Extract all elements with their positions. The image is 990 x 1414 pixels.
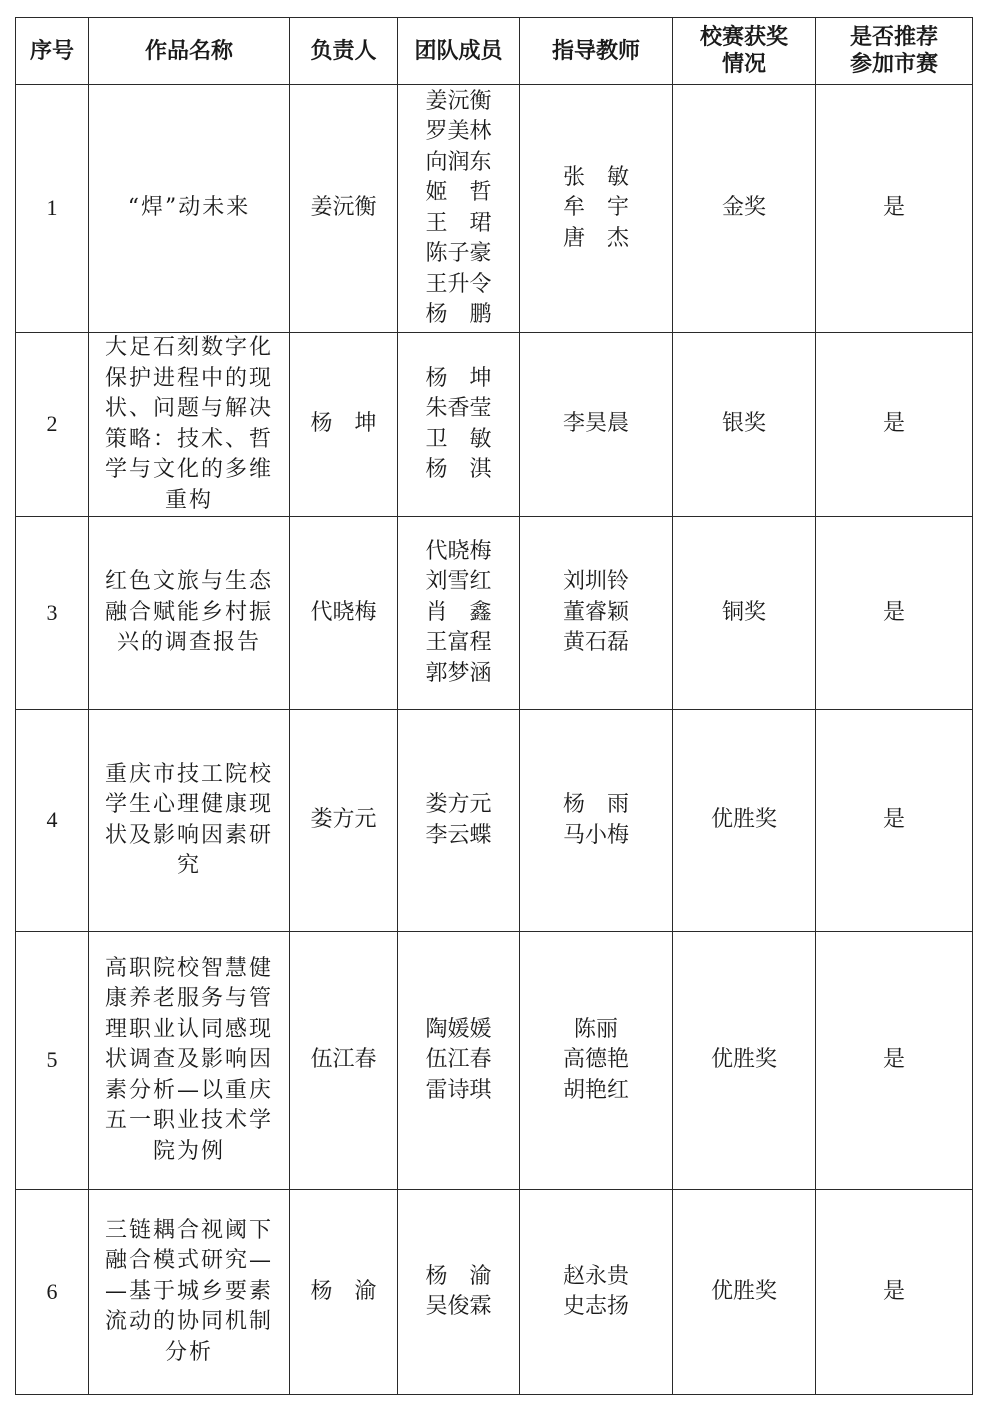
- team-member: 伍江春: [425, 1047, 492, 1073]
- team-member: 朱香莹: [425, 396, 492, 421]
- team-member: 李云蝶: [425, 822, 492, 848]
- award-level: 金奖: [673, 85, 816, 333]
- project-title-line: 保护进程中的现: [104, 365, 273, 391]
- project-title-line: 素分析—以重庆: [104, 1077, 273, 1103]
- project-title-line: 三链耦合视阈下: [104, 1217, 273, 1243]
- team-member: 向润东: [425, 149, 492, 175]
- header-recommend-line1: 是否推荐: [849, 25, 938, 50]
- project-title-line: 状、问题与解决: [104, 396, 273, 421]
- project-title-line: 大足石刻数字化: [104, 335, 273, 360]
- team-member: 吴俊霖: [425, 1294, 492, 1319]
- project-title-line: 学与文化的多维: [104, 457, 273, 482]
- project-lead: 杨 坤: [290, 333, 398, 517]
- advisors: [520, 85, 673, 333]
- project-title: [89, 1190, 290, 1395]
- team-member: 娄方元: [425, 792, 492, 817]
- header-award-line1: 校赛获奖: [699, 25, 788, 50]
- project-title-line: —基于城乡要素: [104, 1278, 273, 1304]
- advisor-name: 胡艳红: [562, 1077, 629, 1103]
- award-level: 优胜奖: [673, 710, 816, 932]
- team-members: [398, 932, 520, 1190]
- project-lead: 杨 渝: [290, 1190, 398, 1395]
- advisor-name: 刘圳铃: [562, 569, 629, 595]
- advisors: [520, 517, 673, 710]
- project-title-line: 重庆市技工院校: [104, 761, 273, 787]
- header-lead: 负责人: [290, 18, 398, 85]
- advisor-name: 史志扬: [562, 1294, 629, 1319]
- table-row: [16, 333, 973, 517]
- team-member: 代晓梅: [425, 538, 492, 564]
- project-title-line: 究: [176, 853, 201, 878]
- team-members: [398, 710, 520, 932]
- team-member: 卫 敏: [425, 426, 492, 452]
- advisors: [520, 932, 673, 1190]
- advisor-name: 张 敏: [562, 164, 629, 190]
- project-lead: 伍江春: [290, 932, 398, 1190]
- award-level: 优胜奖: [673, 1190, 816, 1395]
- row-number: 6: [16, 1190, 89, 1395]
- project-title-line: 状调查及影响因: [104, 1047, 273, 1073]
- team-members: [398, 1190, 520, 1395]
- advisor-name: 高德艳: [562, 1047, 629, 1073]
- table-row: [16, 710, 973, 932]
- row-number: 5: [16, 932, 89, 1190]
- project-title-line: 兴的调查报告: [116, 630, 261, 656]
- award-level: 优胜奖: [673, 932, 816, 1190]
- team-member: 雷诗琪: [425, 1077, 492, 1103]
- advisor-name: 黄石磊: [562, 630, 629, 656]
- team-member: 杨 坤: [425, 365, 492, 391]
- team-member: 杨 渝: [425, 1263, 492, 1289]
- project-title-line: 流动的协同机制: [104, 1309, 273, 1335]
- project-title-line: 重构: [164, 487, 213, 513]
- table-row: [16, 517, 973, 710]
- recommend-status: 是: [816, 85, 973, 333]
- project-title-line: 理职业认同感现: [104, 1016, 273, 1042]
- recommend-status: 是: [816, 932, 973, 1190]
- team-members: [398, 333, 520, 517]
- project-title: [89, 85, 290, 333]
- table-row: [16, 1190, 973, 1395]
- header-recommend: [816, 18, 973, 85]
- header-row: [16, 18, 973, 85]
- project-title: [89, 333, 290, 517]
- advisor-name: 李昊晨: [562, 411, 629, 437]
- recommend-status: 是: [816, 710, 973, 932]
- project-title-line: 学生心理健康现: [104, 792, 273, 817]
- team-member: 杨 鹏: [425, 302, 492, 327]
- team-member: 罗美林: [425, 119, 492, 144]
- project-title-line: 五一职业技术学: [104, 1108, 273, 1134]
- project-lead: 娄方元: [290, 710, 398, 932]
- header-advisors: 指导教师: [520, 18, 673, 85]
- team-member: 姜沅衡: [425, 88, 492, 114]
- header-recommend-line2: 参加市赛: [849, 52, 938, 77]
- header-award: [673, 18, 816, 85]
- row-number: 1: [16, 85, 89, 333]
- project-title-line: 高职院校智慧健: [104, 955, 273, 981]
- table-row: [16, 85, 973, 333]
- recommend-status: 是: [816, 1190, 973, 1395]
- project-title-line: 康养老服务与管: [104, 986, 273, 1012]
- advisor-name: 唐 杰: [562, 225, 629, 251]
- advisor-name: 赵永贵: [562, 1263, 629, 1289]
- award-level: 银奖: [673, 333, 816, 517]
- team-member: 陶媛媛: [425, 1016, 492, 1042]
- advisors: [520, 333, 673, 517]
- project-title-line: 融合赋能乡村振: [104, 599, 273, 625]
- project-title-line: 融合模式研究—: [104, 1248, 273, 1274]
- row-number: 4: [16, 710, 89, 932]
- advisor-name: 杨 雨: [562, 792, 629, 817]
- award-table: [15, 17, 973, 1395]
- award-level: 铜奖: [673, 517, 816, 710]
- advisor-name: 马小梅: [562, 822, 629, 848]
- project-title: [89, 517, 290, 710]
- team-member: 郭梦涵: [425, 660, 492, 686]
- project-title-line: 红色文旅与生态: [104, 569, 273, 595]
- table-row: [16, 932, 973, 1190]
- row-number: 3: [16, 517, 89, 710]
- advisor-name: 牟 宇: [562, 195, 629, 221]
- team-members: [398, 85, 520, 333]
- team-member: 杨 淇: [425, 457, 492, 482]
- team-member: 陈子豪: [425, 241, 492, 266]
- recommend-status: 是: [816, 517, 973, 710]
- row-number: 2: [16, 333, 89, 517]
- project-title-line: 院为例: [152, 1138, 225, 1164]
- project-title-line: 状及影响因素研: [104, 822, 273, 848]
- project-lead: 姜沅衡: [290, 85, 398, 333]
- advisors: [520, 710, 673, 932]
- team-member: 王升令: [425, 271, 492, 297]
- advisor-name: 董睿颖: [562, 599, 629, 625]
- team-member: 肖 鑫: [425, 599, 492, 625]
- advisor-name: 陈丽: [573, 1016, 618, 1042]
- project-title-line: 策略：技术、哲: [104, 426, 273, 452]
- project-title: [89, 710, 290, 932]
- header-award-line2: 情况: [721, 52, 766, 77]
- team-member: 王富程: [425, 630, 492, 656]
- project-lead: 代晓梅: [290, 517, 398, 710]
- project-title-line: “焊”动未来: [127, 195, 251, 221]
- header-members: 团队成员: [398, 18, 520, 85]
- project-title-line: 分析: [164, 1339, 213, 1365]
- team-member: 姬 哲: [425, 180, 492, 205]
- team-member: 刘雪红: [425, 569, 492, 595]
- project-title: [89, 932, 290, 1190]
- team-member: 王 珺: [425, 210, 492, 236]
- advisors: [520, 1190, 673, 1395]
- header-title: 作品名称: [89, 18, 290, 85]
- team-members: [398, 517, 520, 710]
- header-no: 序号: [16, 18, 89, 85]
- recommend-status: 是: [816, 333, 973, 517]
